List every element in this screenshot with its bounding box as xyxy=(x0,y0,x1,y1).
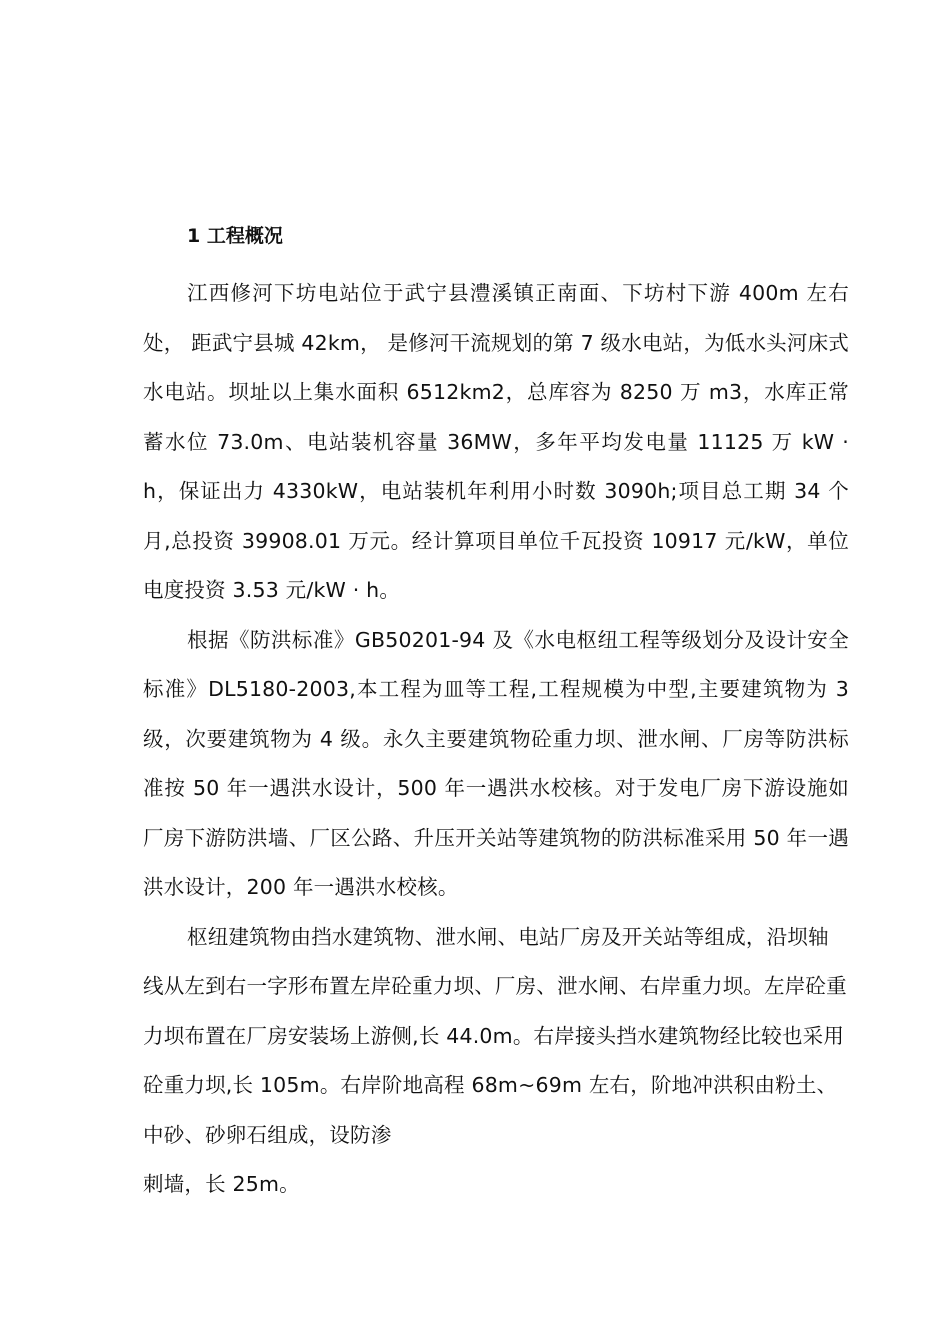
document-page xyxy=(143,220,849,1210)
paragraph-continuation: 刺墙，长 25m。 xyxy=(143,1172,300,1196)
paragraph-flood-standard: 根据《防洪标准》GB50201-94 及《水电枢纽工程等级划分及设计安全标准》DL5180-2003,本工程为皿等工程,工程规模为中型,主要建筑物为 3 级，次要建筑物为 4 级。永久主要建筑物砼重力坝、泄水闸、厂房等防洪标准按 50 年一遇洪水设计，500 年一遇洪水校核。对于发电厂房下游设施如厂房下游防洪墙、厂区公路、升压开关站等建筑物的防洪标准采用 50 年一遇洪水设计，200 年一遇洪水校核。 xyxy=(143,627,849,899)
paragraph-project-overview: 江西修河下坊电站位于武宁县澧溪镇正南面、下坊村下游 400m 左右处， 距武宁县城 42km， 是修河干流规划的第 7 级水电站，为低水头河床式水电站。坝址以上集水面积 6512km2，总库容为 8250 万 m3，水库正常蓄水位 73.0m、电站装机容量 36MW，多年平均发电量 11125 万 kW · h，保证出力 4330kW，电站装机年利用小时数 3090h;项目总工期 34 个月,总投资 39908.01 万元。经计算项目单位千瓦投资 10917 元/kW，单位电度投资 3.53 元/kW · h。 xyxy=(143,281,849,602)
paragraph-hub-structures: 枢纽建筑物由挡水建筑物、泄水闸、电站厂房及开关站等组成，沿坝轴线从左到右一字形布置左岸砼重力坝、厂房、泄水闸、右岸重力坝。左岸砼重力坝布置在厂房安装场上游侧,长 44.0m。右岸接头挡水建筑物经比较也采用砼重力坝,长 105m。右岸阶地高程 68m~69m 左右，阶地冲洪积由粉土、中砂、砂卵石组成，设防渗 xyxy=(143,924,847,1147)
section-title: 1 工程概况 xyxy=(187,225,283,247)
